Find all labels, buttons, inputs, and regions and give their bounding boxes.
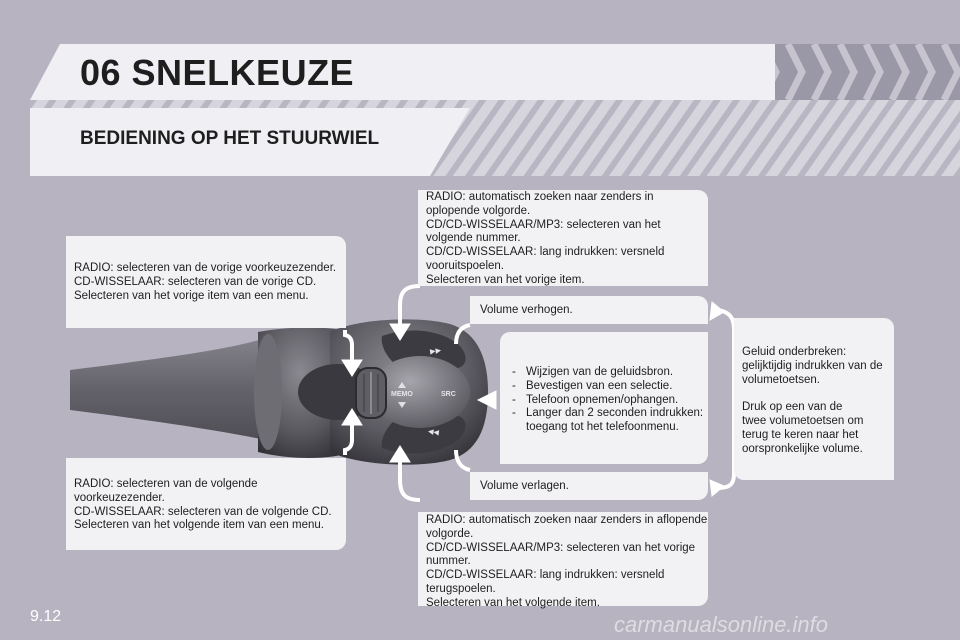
callout-next-preset [66, 458, 346, 550]
callout-text: RADIO: automatisch zoeken naar zenders in oplopende volgorde. CD/CD-WISSELAAR/MP3: selecteren van het volgende nummer. CD/CD-WISSELAAR: lang indrukken: versneld vooruitspoelen. Selecteren van het vorige item. [426, 191, 665, 286]
list-item: - Langer dan 2 seconden indrukken: toegang tot het telefoonmenu. [508, 407, 708, 435]
next-icon: ▸▸ [429, 344, 442, 358]
memo-label: MEMO [391, 391, 413, 398]
callout-text: RADIO: selecteren van de vorige voorkeuzezender. CD-WISSELAAR: selecteren van de vorige CD. Selecteren van het vorige item van een menu. [74, 262, 337, 302]
callout-seek-up [418, 190, 708, 286]
page-number: 9.12 [30, 608, 62, 625]
callout-text: Geluid onderbreken: gelijktijdig indrukken van de volumetoetsen. [742, 346, 883, 386]
stalk [70, 338, 265, 440]
callout-previous-preset [66, 236, 346, 328]
callout-text: Druk op een van de twee volumetoetsen om terug te keren naar het oorspronkelijke volume. [742, 401, 864, 455]
prev-icon: ◂◂ [427, 425, 440, 439]
callout-source [500, 332, 708, 464]
src-label: SRC [441, 391, 456, 398]
list-item: - Wijzigen van de geluidsbron. [508, 366, 708, 380]
callout-text: Volume verhogen. [480, 304, 573, 316]
page-subtitle: BEDIENING OP HET STUURWIEL [80, 128, 380, 149]
callout-text: RADIO: selecteren van de volgende voorkeuzezender. CD-WISSELAAR: selecteren van de volgende CD. Selecteren van het volgende item van een menu. [74, 478, 332, 532]
watermark: carmanualsonline.info [614, 612, 829, 637]
callout-seek-down [418, 512, 708, 609]
callout-mute [734, 318, 894, 480]
callout-text: RADIO: automatisch zoeken naar zenders in aflopende volgorde. CD/CD-WISSELAAR/MP3: selecteren van het vorige nummer. CD/CD-WISSELAAR: lang indrukken: versneld terugspoelen. Selecteren van het volgende item. [426, 514, 708, 609]
page-title: 06 SNELKEUZE [80, 52, 355, 93]
callout-volume-up [470, 296, 708, 324]
callout-text: Volume verlagen. [480, 480, 569, 492]
list-item: - Bevestigen van een selectie. [508, 380, 708, 394]
source-list [508, 366, 708, 435]
list-item: - Telefoon opnemen/ophangen. [508, 394, 708, 408]
callout-volume-down [470, 472, 708, 500]
